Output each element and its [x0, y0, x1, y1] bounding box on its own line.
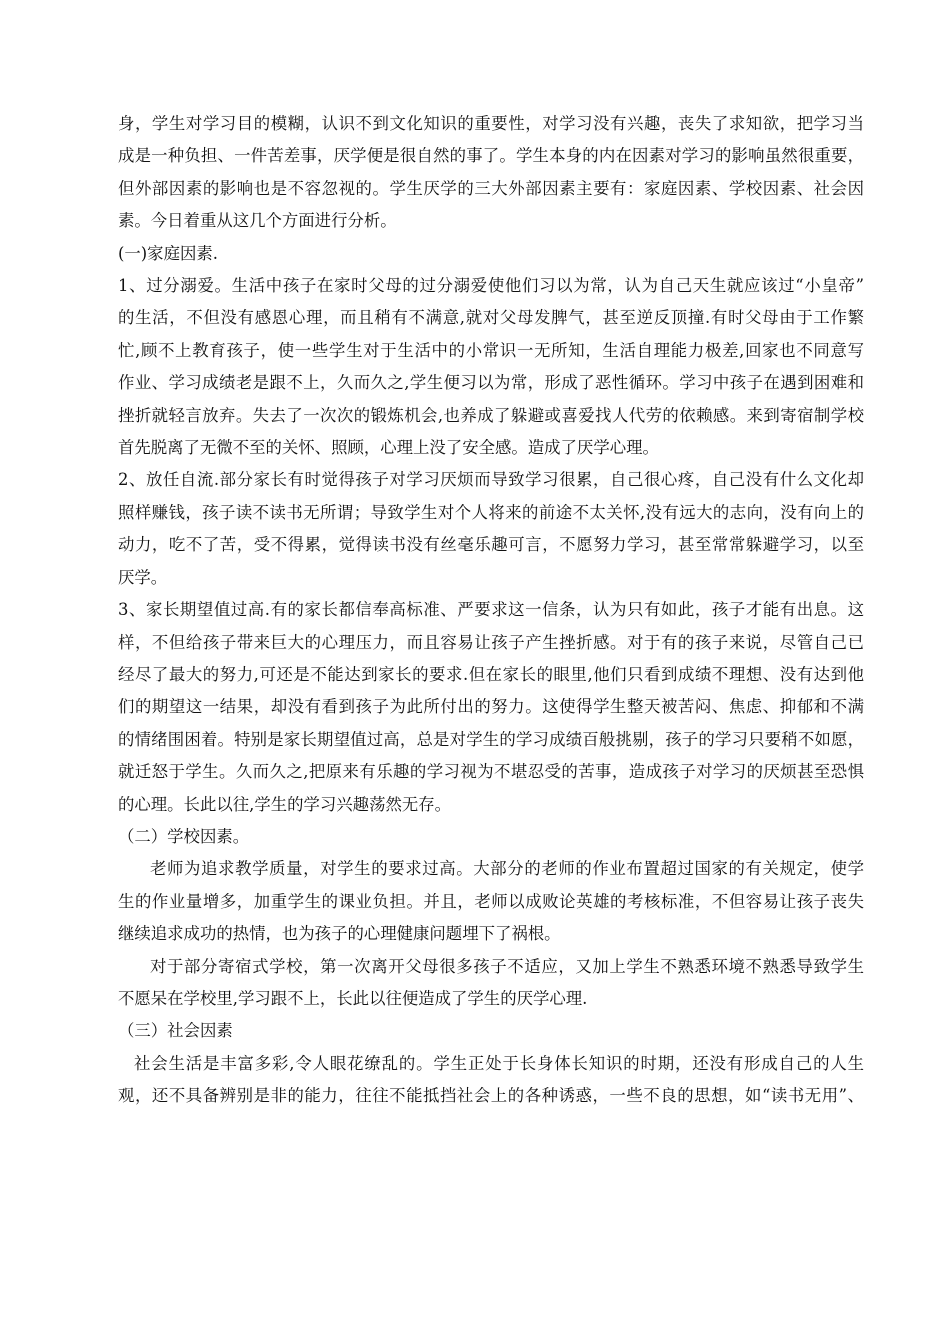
text-line: 就迁怒于学生。久而久之,把原来有乐趣的学习视为不堪忍受的苦事，造成孩子对学习的厌烦甚至恐惧: [118, 762, 864, 782]
document-body: [118, 108, 864, 1113]
text-line: 作业、学习成绩老是跟不上，久而久之,学生便习以为常，形成了恶性循环。学习中孩子在遇到困难和: [118, 373, 864, 393]
text-line: (一)家庭因素.: [118, 243, 218, 263]
text-line: 继续追求成功的热情，也为孩子的心理健康问题埋下了祸根。: [118, 924, 561, 944]
text-line: 们的期望这一结果，却没有看到孩子为此所付出的努力。这使得学生整天被苦闷、焦虑、抑郁和不满: [118, 697, 864, 717]
text-line: 身，学生对学习目的模糊，认识不到文化知识的重要性，对学习没有兴趣，丧失了求知欲，把学习当: [118, 114, 864, 133]
text-line: 的生活，不但没有感恩心理，而且稍有不满意,就对父母发脾气，甚至逆反顶撞.有时父母由于工作繁: [118, 308, 864, 328]
text-line: 照样赚钱，孩子读不读书无所谓；导致学生对个人将来的前途不太关怀,没有远大的志向，没有向上的: [118, 502, 864, 522]
text-line: 样，不但给孩子带来巨大的心理压力，而且容易让孩子产生挫折感。对于有的孩子来说，尽管自己已: [118, 632, 864, 652]
text-line: 不愿呆在学校里,学习跟不上，长此以往便造成了学生的厌学心理.: [118, 988, 588, 1008]
text-line: 动力，吃不了苦，受不得累，觉得读书没有丝毫乐趣可言，不愿努力学习，甚至常常躲避学习，以至: [118, 535, 864, 555]
text-line: 挫折就轻言放弃。失去了一次次的锻炼机会,也养成了躲避或喜爱找人代劳的依赖感。来到寄宿制学校: [118, 405, 864, 425]
text-line: 的情绪围困着。特别是家长期望值过高，总是对学生的学习成绩百般挑剔，孩子的学习只要稍不如愿，: [118, 729, 864, 749]
text-line: 1、过分溺爱。生活中孩子在家时父母的过分溺爱使他们习以为常，认为自己天生就应该过“小皇帝”: [118, 276, 864, 296]
text-line: 经尽了最大的努力,可还是不能达到家长的要求.但在家长的眼里,他们只看到成绩不理想、没有达到他: [118, 664, 864, 684]
text-line: 首先脱离了无微不至的关怀、照顾，心理上没了安全感。造成了厌学心理。: [118, 438, 659, 458]
text-line: （二）学校因素。: [118, 826, 250, 846]
text-line: 但外部因素的影响也是不容忽视的。学生厌学的三大外部因素主要有：家庭因素、学校因素、社会因: [118, 178, 864, 198]
text-line: 厌学。: [118, 567, 168, 587]
text-line: 生的作业量增多，加重学生的课业负担。并且，老师以成败论英雄的考核标准，不但容易让孩子丧失: [118, 891, 864, 911]
text-line: 素。今日着重从这几个方面进行分析。: [118, 211, 397, 231]
text-line: 观，还不具备辨别是非的能力，往往不能抵挡社会上的各种诱惑，一些不良的思想，如“读书无用”、: [118, 1086, 864, 1106]
text-line: 老师为追求教学质量，对学生的要求过高。大部分的老师的作业布置超过国家的有关规定，使学: [150, 859, 864, 879]
text-line: 2、放任自流.部分家长有时觉得孩子对学习厌烦而导致学习很累，自己很心疼，自己没有什么文化却: [118, 470, 864, 490]
text-line: 3、家长期望值过高.有的家长都信奉高标准、严要求这一信条，认为只有如此，孩子才能有出息。这: [118, 600, 864, 620]
text-line: 成是一种负担、一件苦差事，厌学便是很自然的事了。学生本身的内在因素对学习的影响虽然很重要，: [118, 146, 864, 166]
text-line: （三）社会因素: [118, 1021, 233, 1041]
text-line: 对于部分寄宿式学校，第一次离开父母很多孩子不适应，又加上学生不熟悉环境不熟悉导致学生: [150, 956, 864, 976]
text-line: 社会生活是丰富多彩,令人眼花缭乱的。学生正处于长身体长知识的时期，还没有形成自己的人生: [134, 1053, 864, 1073]
text-line: 忙,顾不上教育孩子，使一些学生对于生活中的小常识一无所知，生活自理能力极差,回家也不同意写: [118, 340, 864, 360]
text-line: 的心理。长此以往,学生的学习兴趣荡然无存。: [118, 794, 452, 814]
